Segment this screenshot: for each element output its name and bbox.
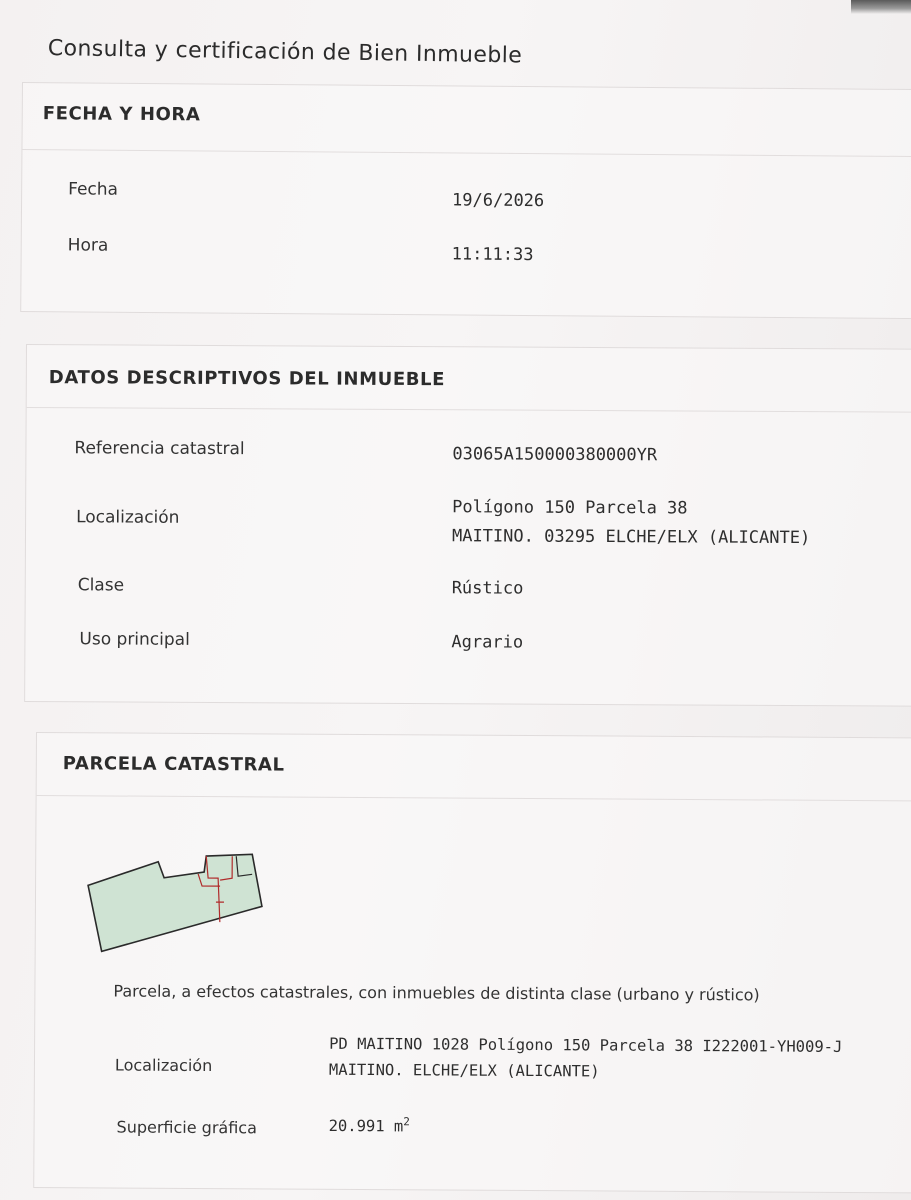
clase-label: Clase [77, 575, 125, 596]
parcela-heading: PARCELA CATASTRAL [62, 753, 285, 776]
parcela-localizacion-line1: PD MAITINO 1028 Polígono 150 Parcela 38 I222001-YH009-J [329, 1034, 843, 1056]
document-title: Consulta y certificación de Bien Inmueble [47, 36, 523, 69]
localizacion-line2: MAITINO. 03295 ELCHE/ELX (ALICANTE) [451, 526, 811, 549]
superficie-label: Superficie gráfica [116, 1117, 257, 1138]
localizacion-label: Localización [76, 507, 180, 528]
uso-label: Uso principal [79, 629, 190, 650]
fecha-value: 19/6/2026 [452, 190, 545, 212]
fecha-hora-section [20, 82, 911, 319]
referencia-label: Referencia catastral [74, 438, 245, 460]
parcela-localizacion-label: Localización [114, 1055, 213, 1076]
superficie-value-wrap [329, 1115, 410, 1136]
page-edge-shadow [851, 0, 911, 14]
parcela-section [33, 732, 911, 1193]
datos-section [24, 344, 911, 707]
hora-value: 11:11:33 [451, 244, 534, 266]
localizacion-line1: Polígono 150 Parcela 38 [452, 497, 688, 519]
superficie-exponent: 2 [403, 1115, 410, 1129]
parcela-note: Parcela, a efectos catastrales, con inmuebles de distinta clase (urbano y rústico) [113, 981, 760, 1005]
fecha-hora-heading: FECHA Y HORA [42, 103, 201, 126]
parcel-shape [88, 853, 263, 952]
uso-value: Agrario [451, 632, 524, 653]
clase-value: Rústico [451, 578, 524, 599]
superficie-value: 20.991 m [328, 1116, 404, 1136]
parcel-map-icon [86, 851, 287, 962]
datos-heading: DATOS DESCRIPTIVOS DEL INMUEBLE [48, 367, 446, 391]
parcela-localizacion-line2: MAITINO. ELCHE/ELX (ALICANTE) [328, 1060, 600, 1081]
referencia-value: 03065A150000380000YR [452, 444, 658, 466]
fecha-label: Fecha [68, 179, 119, 200]
hora-label: Hora [67, 235, 109, 256]
